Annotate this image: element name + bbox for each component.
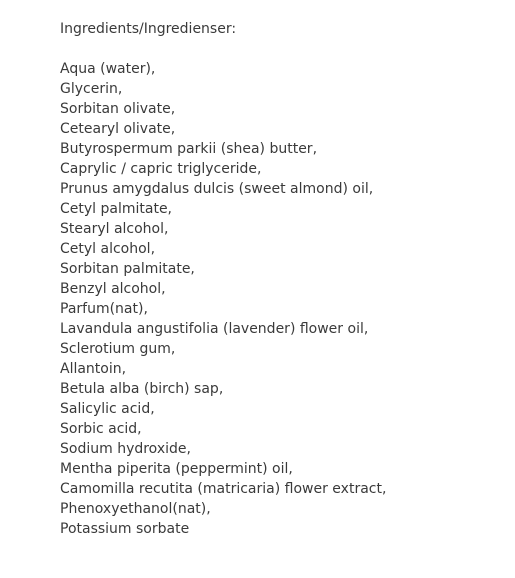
- ingredient-item: Betula alba (birch) sap,: [60, 381, 224, 397]
- ingredient-item: Aqua (water),: [60, 61, 156, 77]
- ingredient-item: Cetyl alcohol,: [60, 241, 156, 257]
- ingredient-item: Cetearyl olivate,: [60, 121, 176, 137]
- ingredient-item: Potassium sorbate: [60, 521, 190, 537]
- ingredients-document: [60, 19, 500, 539]
- ingredient-item: Parfum(nat),: [60, 301, 148, 317]
- ingredient-item: Allantoin,: [60, 361, 127, 377]
- ingredients-heading: Ingredients/Ingredienser:: [60, 21, 237, 37]
- ingredient-item: Butyrospermum parkii (shea) butter,: [60, 141, 318, 157]
- ingredient-item: Cetyl palmitate,: [60, 201, 173, 217]
- ingredient-item: Mentha piperita (peppermint) oil,: [60, 461, 293, 477]
- ingredient-item: Stearyl alcohol,: [60, 221, 169, 237]
- ingredient-item: Lavandula angustifolia (lavender) flower oil,: [60, 321, 369, 337]
- ingredient-item: Prunus amygdalus dulcis (sweet almond) oil,: [60, 181, 374, 197]
- ingredient-item: Sorbic acid,: [60, 421, 142, 437]
- ingredient-item: Sodium hydroxide,: [60, 441, 191, 457]
- ingredients-list: [60, 59, 500, 539]
- ingredient-item: Caprylic / capric triglyceride,: [60, 161, 262, 177]
- ingredient-item: Camomilla recutita (matricaria) flower extract,: [60, 481, 387, 497]
- ingredient-item: Glycerin,: [60, 81, 123, 97]
- ingredient-item: Sorbitan olivate,: [60, 101, 176, 117]
- ingredient-item: Phenoxyethanol(nat),: [60, 501, 211, 517]
- ingredient-item: Salicylic acid,: [60, 401, 155, 417]
- ingredient-item: Sorbitan palmitate,: [60, 261, 195, 277]
- ingredient-item: Sclerotium gum,: [60, 341, 176, 357]
- ingredient-item: Benzyl alcohol,: [60, 281, 166, 297]
